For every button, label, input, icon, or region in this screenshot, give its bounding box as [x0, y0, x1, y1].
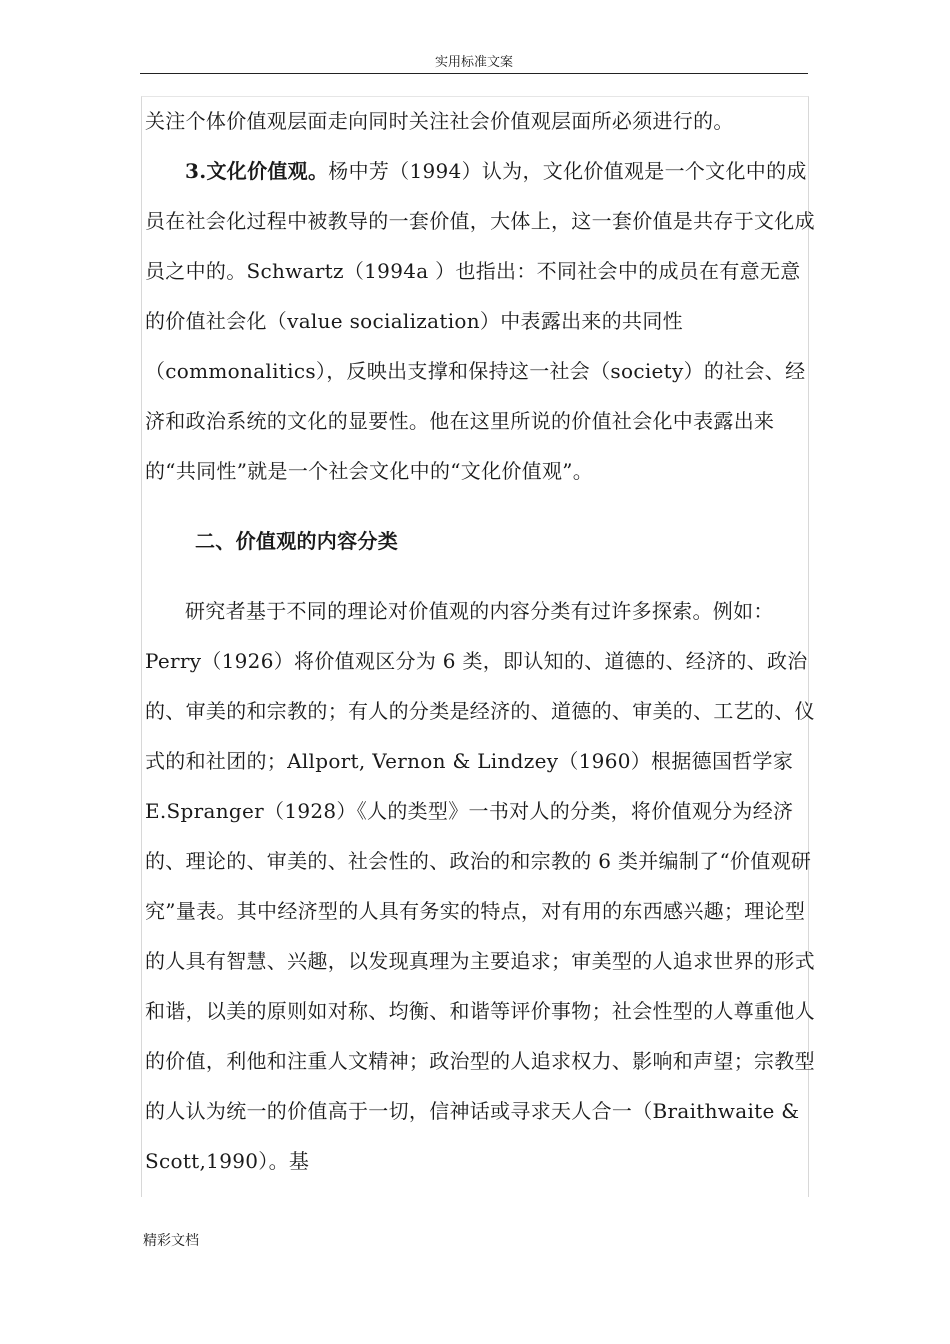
- paragraph-continuation: 关注个体价值观层面走向同时关注社会价值观层面所必须进行的。: [145, 109, 734, 133]
- page-footer: 精彩文档: [143, 1233, 199, 1249]
- paragraph-text: 杨中芳（1994）认为，文化价值观是一个文化中的成员在社会化过程中被教导的一套价值，大体上，这一套价值是共存于文化成员之中的。Schwartz（1994a ）也指出：不同社会中的成员在有意无意的价值社会化（value socialization）中表露出来的共同性（commonalitics），反映出支撑和保持这一社会（society）的社会、经济和政治系统的文化的显要性。他在这里所说的价值社会化中表露出来的“共同性”就是一个社会文化中的“文化价值观”。: [145, 159, 815, 483]
- header-title: 实用标准文案: [434, 55, 513, 70]
- document-body: [145, 96, 817, 1186]
- section-heading: 二、价值观的内容分类: [195, 529, 398, 553]
- paragraph-label: 3.文化价值观。: [185, 159, 329, 183]
- page-header: [140, 55, 808, 74]
- paragraph-cultural-values: [145, 146, 817, 496]
- paragraph-classification: 研究者基于不同的理论对价值观的内容分类有过许多探索。例如：Perry（1926）将价值观区分为 6 类，即认知的、道德的、经济的、政治的、审美的和宗教的；有人的分类是经济的、道德的、审美的、工艺的、仪式的和社团的；Allport, Vernon & Lindzey（1960）根据德国哲学家 E.Spranger（1928）《人的类型》一书对人的分类，将价值观分为经济的、理论的、审美的、社会性的、政治的和宗教的 6 类并编制了“价值观研究”量表。其中经济型的人具有务实的特点，对有用的东西感兴趣；理论型的人具有智慧、兴趣，以发现真理为主要追求；审美型的人追求世界的形式和谐，以美的原则如对称、均衡、和谐等评价事物；社会性型的人尊重他人的价值，利他和注重人文精神；政治型的人追求权力、影响和声望；宗教型的人认为统一的价值高于一切，信神话或寻求天人合一（Braithwaite & Scott,1990）。基: [145, 599, 815, 1173]
